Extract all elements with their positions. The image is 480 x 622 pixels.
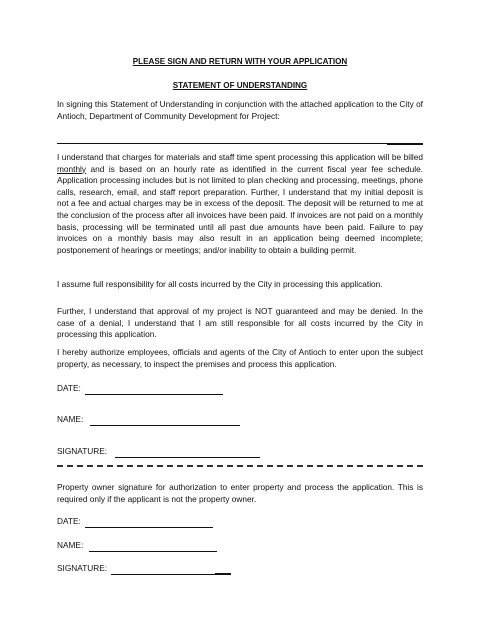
authorization-text: I hereby authorize employees, officials and agents of the City of Antioch to enter upon the subject property, as necessary, to inspect the premises and process this application.	[57, 347, 423, 369]
owner-signature-field	[57, 563, 231, 575]
intro-text: In signing this Statement of Understanding in conjunction with the attached application to the City of Antioch, Department of Community Development for Project:	[57, 99, 423, 121]
responsibility-paragraph	[57, 279, 423, 291]
document-title: STATEMENT OF UNDERSTANDING	[172, 81, 308, 90]
applicant-name-line[interactable]	[90, 415, 240, 426]
monthly-emphasis: monthly	[57, 163, 87, 174]
owner-name-line[interactable]	[89, 541, 217, 552]
owner-date-field	[57, 516, 213, 528]
owner-note-paragraph	[57, 482, 423, 505]
owner-date-label: DATE:	[57, 516, 81, 526]
owner-signature-line-end	[215, 563, 231, 575]
applicant-name-label: NAME:	[57, 414, 84, 424]
project-name-line[interactable]	[57, 143, 387, 144]
applicant-signature-line[interactable]	[115, 447, 260, 458]
approval-text: Further, I understand that approval of my project is NOT guaranteed and may be denied. In the case of a denial, I understand that I am still responsible for all costs incurred by the City in processing this application.	[57, 306, 423, 340]
owner-name-label: NAME:	[57, 540, 84, 550]
applicant-date-label: DATE:	[57, 383, 81, 393]
project-name-line-end	[387, 143, 423, 145]
intro-paragraph	[57, 99, 423, 122]
responsibility-text: I assume full responsibility for all costs incurred by the City in processing this application.	[57, 279, 383, 289]
authorization-paragraph	[57, 347, 423, 370]
section-divider	[57, 465, 423, 467]
applicant-signature-label: SIGNATURE:	[57, 446, 108, 456]
approval-paragraph	[57, 306, 423, 341]
charges-paragraph	[57, 152, 423, 256]
owner-signature-label: SIGNATURE:	[57, 563, 108, 574]
applicant-signature-field	[57, 446, 260, 458]
return-instruction-heading: PLEASE SIGN AND RETURN WITH YOUR APPLICATION	[132, 57, 348, 66]
applicant-name-field	[57, 414, 240, 426]
charges-text-end: and is based on an hourly rate as identified in the current fiscal year fee schedule. Application processing includes but is not limited to plan checking and processing, meetings, phone calls, research, email, and staff report preparation. Further, I understand that my initial deposit is not a fee and actual charges may be in excess of the deposit. The deposit will be returned to me at the conclusion of the process after all invoices have been paid. If invoices are not paid on a monthly basis, processing will be terminated until all past due amounts have been paid. Failure to pay invoices on a monthly basis may also result in an application being deemed incomplete; postponement of hearings or meetings; and/or inability to obtain a building permit.	[57, 163, 423, 255]
owner-note-text: Property owner signature for authorization to enter property and process the application. This is required only if the applicant is not the property owner.	[57, 482, 423, 504]
owner-signature-line[interactable]	[111, 564, 215, 575]
charges-text-start: I understand that charges for materials and staff time spent processing this application will be billed	[57, 152, 423, 162]
owner-name-field	[57, 540, 217, 552]
owner-date-line[interactable]	[85, 517, 213, 528]
applicant-date-line[interactable]	[85, 384, 223, 395]
applicant-date-field	[57, 383, 223, 395]
